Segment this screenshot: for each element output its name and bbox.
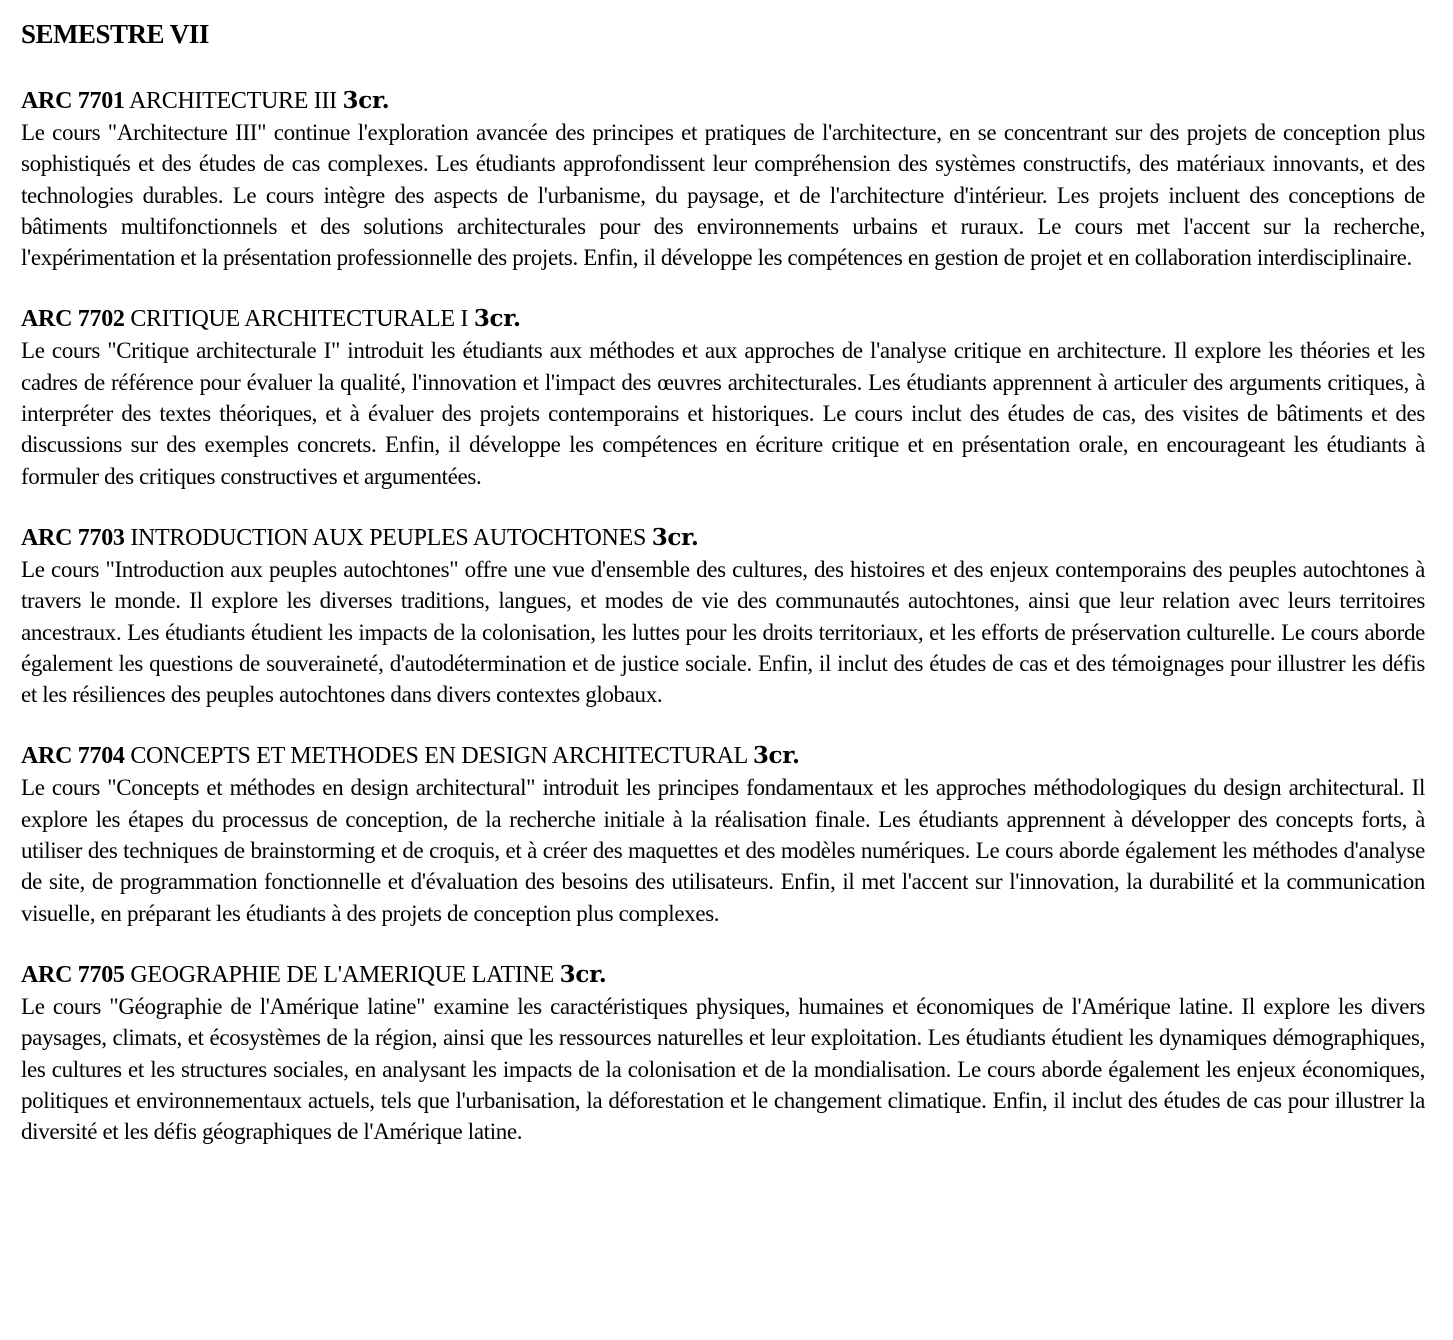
course-arc-7701	[21, 85, 1425, 273]
course-credits: 3cr.	[342, 87, 390, 114]
course-arc-7705	[21, 959, 1425, 1147]
course-description: Le cours "Concepts et méthodes en design architectural" introduit les principes fondamentaux et les approches méthodologiques du design architectural. Il explore les étapes du processus de conception, de la recherche initiale à la réalisation finale. Les étudiants apprennent à développer des concepts forts, à utiliser des techniques de brainstorming et de croquis, et à créer des maquettes et des modèles numériques. Le cours aborde également les méthodes d'analyse de site, de programmation fonctionnelle et d'évaluation des besoins des utilisateurs. Enfin, il met l'accent sur l'innovation, la durabilité et la communication visuelle, en préparant les étudiants à des projets de conception plus complexes.	[21, 775, 1425, 926]
course-name: CRITIQUE ARCHITECTURALE I	[130, 306, 469, 333]
course-name: GEOGRAPHIE DE L'AMERIQUE LATINE	[130, 961, 554, 988]
course-name: CONCEPTS ET METHODES EN DESIGN ARCHITECTURAL	[130, 743, 748, 770]
course-name: ARCHITECTURE III	[129, 88, 337, 114]
course-code: ARC 7704	[21, 743, 125, 770]
course-code: ARC 7702	[21, 306, 125, 333]
course-heading	[21, 740, 1425, 772]
course-heading	[21, 522, 1425, 554]
course-credits: 3cr.	[651, 523, 699, 551]
course-code: ARC 7705	[21, 961, 125, 988]
course-description: Le cours "Introduction aux peuples autochtones" offre une vue d'ensemble des cultures, des histoires et des enjeux contemporains des peuples autochtones à travers le monde. Il explore les diverses traditions, langues, et modes de vie des communautés autochtones, ainsi que leur relation avec leurs territoires ancestraux. Les étudiants étudient les impacts de la colonisation, les luttes pour les droits territoriaux, et les efforts de préservation culturelle. Le cours aborde également les questions de souveraineté, d'autodétermination et de justice sociale. Enfin, il inclut des études de cas et des témoignages pour illustrer les défis et les résiliences des peuples autochtones dans divers contextes globaux.	[21, 556, 1425, 708]
course-description: Le cours "Géographie de l'Amérique latine" examine les caractéristiques physiques, humaines et économiques de l'Amérique latine. Il explore les divers paysages, climats, et écosystèmes de la région, ainsi que les ressources naturelles et leur exploitation. Les étudiants étudient les dynamiques démographiques, les cultures et les structures sociales, en analysant les impacts de la colonisation et de la mondialisation. Le cours aborde également les enjeux économiques, politiques et environnementaux actuels, tels que l'urbanisation, la déforestation et le changement climatique. Enfin, il inclut des études de cas pour illustrer la diversité et les défis géographiques de l'Amérique latine.	[21, 993, 1425, 1145]
semester-title: SEMESTRE VII	[21, 19, 209, 49]
course-arc-7704	[21, 740, 1425, 928]
course-description: Le cours "Critique architecturale I" introduit les étudiants aux méthodes et aux approches de l'analyse critique en architecture. Il explore les théories et les cadres de référence pour évaluer la qualité, l'innovation et l'impact des œuvres architecturales. Les étudiants apprennent à articuler des arguments critiques, à interpréter des textes théoriques, et à évaluer des projets contemporains et historiques. Le cours inclut des études de cas, des visites de bâtiments et des discussions sur des exemples concrets. Enfin, il développe les compétences en écriture critique et en présentation orale, en encourageant les étudiants à formuler des critiques constructives et argumentées.	[21, 338, 1425, 489]
course-heading	[21, 959, 1425, 991]
course-code: ARC 7701	[21, 88, 125, 114]
course-name: INTRODUCTION AUX PEUPLES AUTOCHTONES	[130, 524, 646, 551]
course-code: ARC 7703	[21, 524, 125, 551]
course-credits: 3cr.	[559, 960, 607, 988]
course-heading	[21, 85, 1425, 117]
course-credits: 3cr.	[473, 305, 521, 333]
course-description: Le cours "Architecture III" continue l'exploration avancée des principes et pratiques de l'architecture, en se concentrant sur des projets de conception plus sophistiqués et des études de cas complexes. Les étudiants approfondissent leur compréhension des systèmes constructifs, des matériaux innovants, et des technologies durables. Le cours intègre des aspects de l'urbanisme, du paysage, et de l'architecture d'intérieur. Les projets incluent des conceptions de bâtiments multifonctionnels et des solutions architecturales pour des environnements urbains et ruraux. Le cours met l'accent sur la recherche, l'expérimentation et la présentation professionnelle des projets. Enfin, il développe les compétences en gestion de projet et en collaboration interdisciplinaire.	[21, 120, 1425, 271]
course-arc-7703	[21, 522, 1425, 710]
course-heading	[21, 303, 1425, 335]
course-credits: 3cr.	[752, 742, 800, 770]
course-arc-7702	[21, 303, 1425, 491]
